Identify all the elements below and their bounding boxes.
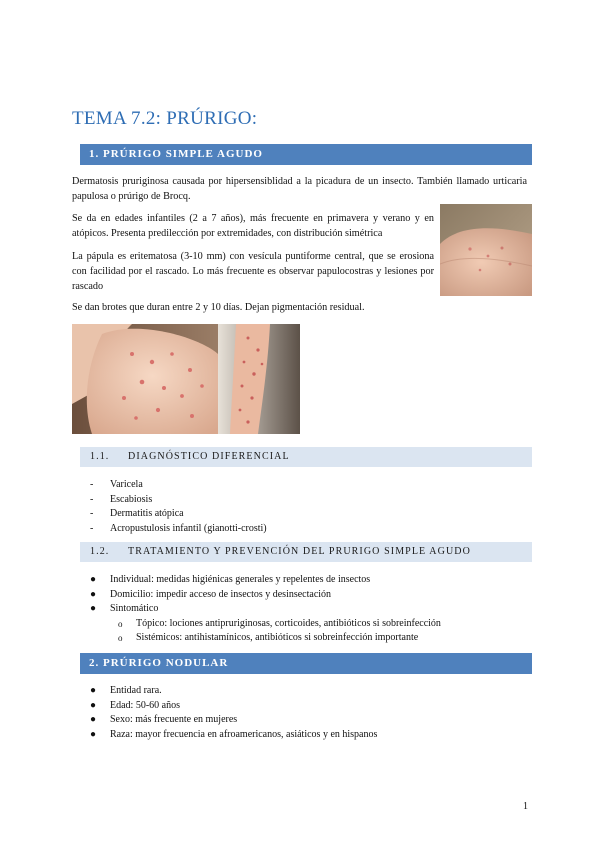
list-item: ● Raza: mayor frecuencia en afroamericanos, asiáticos y en hispanos: [90, 728, 378, 740]
subsection-heading-tratamiento: [80, 542, 532, 562]
list-item: ● Entidad rara.: [90, 685, 162, 696]
list-item: ● Sintomático: [90, 603, 159, 614]
list-item: - Varicela: [90, 479, 143, 490]
subsection-number: 1.1.: [90, 451, 110, 462]
nodular-prurigo-list: [90, 684, 377, 742]
page-title: TEMA 7.2: PRÚRIGO:: [72, 108, 258, 129]
subsection-heading-diagnostico: [80, 447, 532, 467]
list-item: ● Sexo: más frecuente en mujeres: [90, 714, 238, 725]
paragraph-course: Se dan brotes que duran entre 2 y 10 días. Dejan pigmentación residual.: [72, 302, 365, 313]
section-heading-prurigo-nodular: 2. PRÚRIGO NODULAR: [80, 653, 532, 674]
clinical-photo-arm: [440, 204, 532, 296]
subsection-number: 1.2.: [90, 546, 110, 557]
list-item: - Dermatitis atópica: [90, 508, 184, 519]
list-item: ● Edad: 50-60 años: [90, 699, 180, 711]
list-item: - Acropustulosis infantil (gianotti-crosti): [90, 522, 267, 534]
paragraph-lesion: La pápula es eritematosa (3-10 mm) con vesícula puntiforme central, que se erosiona con facilidad por el rascado. Lo más frecuente es observar papulocostras y lesiones por rascado: [72, 251, 434, 292]
treatment-list: [90, 573, 441, 646]
clinical-photo-infant-arm: [72, 324, 218, 434]
subsection-title: DIAGNÓSTICO DIFERENCIAL: [128, 451, 290, 462]
list-item: ● Individual: medidas higiénicas generales y repelentes de insectos: [90, 574, 371, 585]
paragraph-definition: Dermatosis pruriginosa causada por hipersensiblidad a la picadura de un insecto. También llamado urticaria papulosa o prúrigo de Brocq.: [72, 176, 527, 202]
clinical-photo-leg: [218, 324, 300, 434]
list-item: o Sistémicos: antihistamínicos, antibióticos si sobreinfección importante: [118, 632, 419, 643]
list-item: o Tópico: lociones antipruriginosas, corticoides, antibióticos si sobreinfección: [118, 617, 441, 629]
paragraph-epidemiology: Se da en edades infantiles (2 a 7 años), más frecuente en primavera y verano y en atópicos. Presenta predilección por extremidades, con distribución simétrica: [72, 213, 434, 239]
list-item: - Escabiosis: [90, 493, 153, 505]
section-heading-prurigo-simple-agudo: 1. PRÚRIGO SIMPLE AGUDO: [80, 144, 532, 165]
list-item: ● Domicilio: impedir acceso de insectos y desinsectación: [90, 588, 332, 600]
page-number: 1: [523, 801, 528, 812]
symptomatic-sublist: [90, 617, 441, 646]
subsection-title: TRATAMIENTO Y PREVENCIÓN DEL PRURIGO SIMPLE AGUDO: [128, 546, 471, 557]
differential-diagnosis-list: [90, 478, 267, 536]
